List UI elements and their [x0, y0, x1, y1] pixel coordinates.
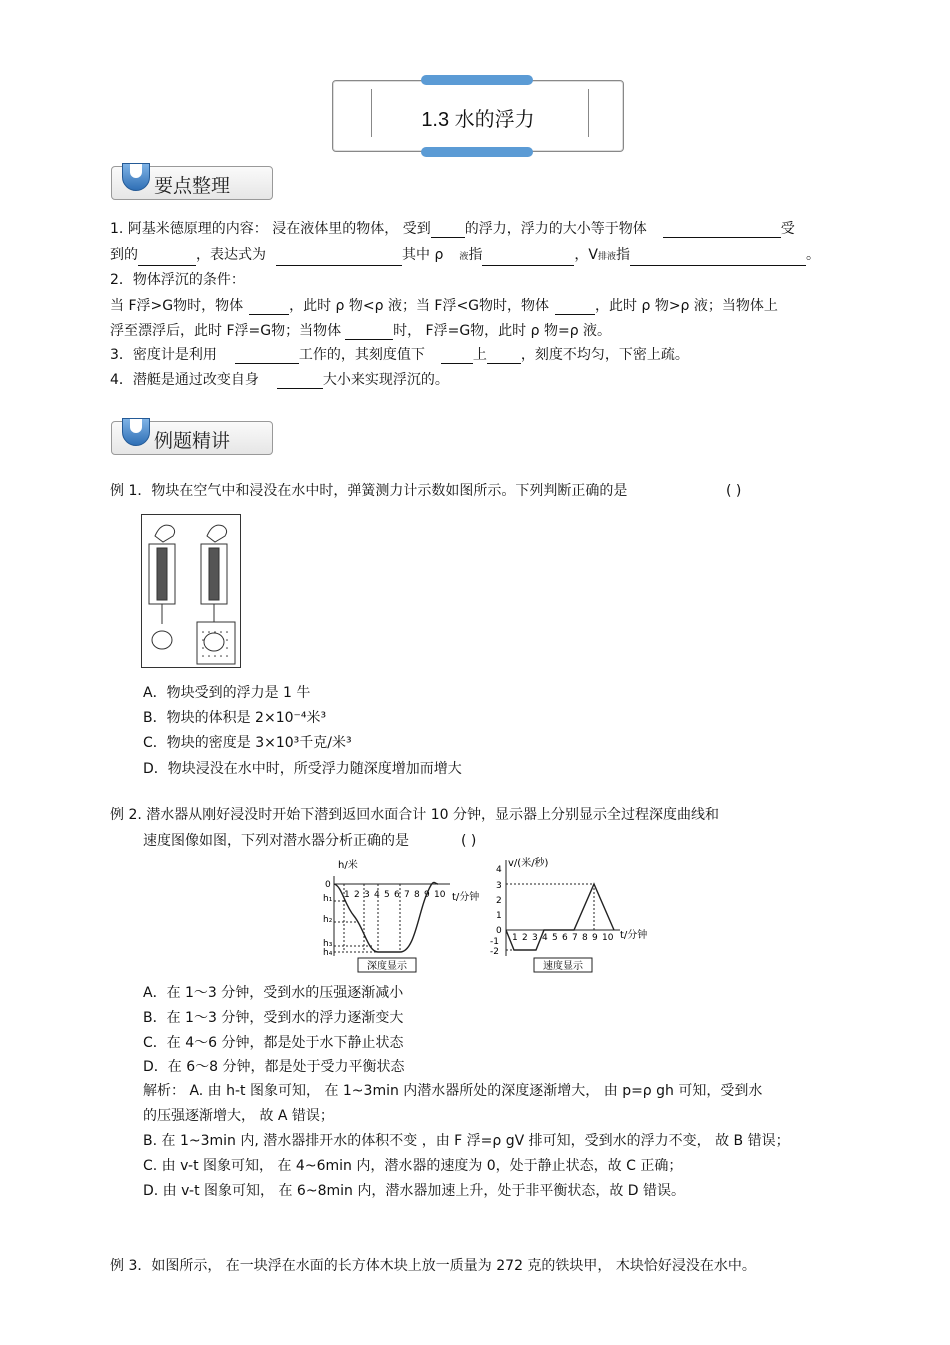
- section-header-key-points: [111, 166, 273, 200]
- text: ，此时 ρ 物>ρ 液；当物体上: [595, 298, 778, 314]
- section-title: 要点整理: [154, 175, 231, 197]
- t-tick: 2: [354, 890, 360, 900]
- h-axis-label: h/米: [338, 860, 358, 871]
- v-axis-label: v/(米/秒): [508, 858, 549, 869]
- t-tick: 9: [592, 933, 598, 943]
- text: 到的: [110, 247, 138, 263]
- t-tick: 1: [512, 933, 518, 943]
- t-axis-label: t/分钟: [452, 892, 480, 903]
- point-2-line-1: [110, 297, 778, 315]
- text: 工作的，其刻度值下: [298, 347, 425, 363]
- ex2-solution-5: D. 由 v-t 图象可知， 在 6~8min 内，潜水器加速上升，处于非平衡状态，故 D 错误。: [143, 1183, 686, 1199]
- text: 指: [468, 247, 483, 263]
- ex1-option-b: B．物块的体积是 2×10⁻⁴米³: [143, 710, 327, 726]
- t-tick: 5: [552, 933, 558, 943]
- text: 时， F浮=G物，此时 ρ 物=ρ 液。: [393, 323, 612, 339]
- t-tick: 3: [364, 890, 370, 900]
- ex2-option-c: C．在 4～6 分钟，都是处于水下静止状态: [143, 1035, 404, 1051]
- t-tick: 10: [602, 933, 614, 943]
- v-tick: 0: [496, 926, 502, 936]
- point-2-title: 2．物体浮沉的条件：: [110, 272, 245, 288]
- ex1-stem: 例 1．物块在空气中和浸没在水中时，弹簧测力计示数如图所示。下列判断正确的是: [110, 483, 628, 499]
- speed-display-label: 速度显示: [543, 961, 583, 972]
- text: 排液: [597, 252, 616, 262]
- title-tab-top: [421, 75, 533, 85]
- v-tick: -1: [490, 937, 499, 947]
- text: 3．密度计是利用: [110, 347, 217, 363]
- ex2-stem-1: 例 2. 潜水器从刚好浸没时开始下潜到返回水面合计 10 分钟，显示器上分别显示全过程深度曲线和: [110, 807, 719, 823]
- depth-display-label: 深度显示: [367, 961, 407, 972]
- h-tick: h₄: [323, 948, 333, 958]
- ex2-bracket: ( ): [461, 833, 477, 849]
- ex2-solution-2: 的压强逐渐增大， 故 A 错误；: [143, 1108, 334, 1124]
- v-tick: -2: [490, 947, 499, 957]
- t-tick: 8: [414, 890, 420, 900]
- ex2-stem-2: 速度图像如图，下列对潜水器分析正确的是: [143, 833, 409, 849]
- ex2-solution-3: B. 在 1~3min 内, 潜水器排开水的体积不变 ，由 F 浮=ρ gV 排可知，受到水的浮力不变， 故 B 错误；: [143, 1133, 790, 1149]
- text: 液: [459, 252, 469, 262]
- speed-chart: [486, 856, 658, 974]
- point-1-line-1: [110, 220, 795, 238]
- ex1-option-a: A．物块受到的浮力是 1 牛: [143, 685, 311, 701]
- h-tick: h₁: [323, 894, 333, 904]
- t-tick: 6: [394, 890, 400, 900]
- h-tick: h₃: [323, 939, 333, 949]
- title-tab-bottom: [421, 147, 533, 157]
- t-tick: 4: [374, 890, 380, 900]
- text: ，此时 ρ 物<ρ 液；当 F浮<G物时，物体: [289, 298, 550, 314]
- spring-scale-figure: [141, 514, 241, 668]
- depth-chart: [322, 856, 486, 974]
- text: ，V: [574, 247, 598, 263]
- point-1-line-2: [110, 246, 820, 266]
- text: 4．潜艇是通过改变自身: [110, 372, 259, 388]
- ex3-stem: 例 3．如图所示， 在一块浮在水面的长方体木块上放一质量为 272 克的铁块甲， 木块恰好浸没在水中。: [110, 1258, 756, 1274]
- text: 其中 ρ: [402, 247, 444, 263]
- h-tick: h₂: [323, 915, 333, 925]
- text: 当 F浮>G物时，物体: [110, 298, 244, 314]
- text: 。: [805, 247, 820, 263]
- ex2-option-a: A．在 1～3 分钟，受到水的压强逐渐减小: [143, 985, 404, 1001]
- text: 浮至漂浮后，此时 F浮=G物；当物体: [110, 323, 342, 339]
- t-tick: 7: [572, 933, 578, 943]
- point-4: [110, 371, 449, 389]
- text: ，表达式为: [196, 247, 266, 263]
- v-tick: 4: [496, 865, 502, 875]
- t-tick: 3: [532, 933, 538, 943]
- text: 1. 阿基米德原理的内容： 浸在液体里的物体， 受到: [110, 221, 431, 237]
- text: 指: [615, 247, 630, 263]
- t-tick: 1: [344, 890, 350, 900]
- page-title: 1.3 水的浮力: [421, 109, 535, 131]
- ex2-option-d: D．在 6～8 分钟，都是处于受力平衡状态: [143, 1059, 405, 1075]
- ex1-option-d: D．物块浸没在水中时，所受浮力随深度增加而增大: [143, 761, 462, 777]
- section-header-examples: [111, 421, 273, 455]
- v-tick: 2: [496, 896, 502, 906]
- t-tick: 7: [404, 890, 410, 900]
- ex2-solution-4: C. 由 v-t 图象可知， 在 4~6min 内，潜水器的速度为 0，处于静止状态，故 C 正确；: [143, 1158, 683, 1174]
- ex2-option-b: B．在 1～3 分钟，受到水的浮力逐渐变大: [143, 1010, 404, 1026]
- point-3: [110, 346, 689, 364]
- text: 上: [472, 347, 487, 363]
- text: 大小来实现浮沉的。: [322, 372, 449, 388]
- v-tick: 1: [496, 911, 502, 921]
- section-badge-icon: [122, 163, 150, 191]
- t-tick: 9: [424, 890, 430, 900]
- t-tick: 5: [384, 890, 390, 900]
- title-box: [332, 80, 624, 152]
- t-tick: 6: [562, 933, 568, 943]
- ex1-option-c: C．物块的密度是 3×10³千克/米³: [143, 735, 352, 751]
- ex1-bracket: ( ): [726, 483, 742, 499]
- t-axis-label: t/分钟: [620, 930, 648, 941]
- v-tick: 3: [496, 881, 502, 891]
- section-title: 例题精讲: [154, 430, 231, 452]
- t-tick: 10: [434, 890, 446, 900]
- section-badge-icon: [122, 418, 150, 446]
- ex2-solution-1: 解析： A. 由 h-t 图象可知， 在 1~3min 内潜水器所处的深度逐渐增大， 由 p=ρ gh 可知，受到水: [143, 1083, 763, 1099]
- t-tick: 8: [582, 933, 588, 943]
- text: 受: [780, 221, 795, 237]
- text: 的浮力，浮力的大小等于物体: [464, 221, 647, 237]
- h-tick: 0: [325, 880, 331, 890]
- t-tick: 4: [542, 933, 548, 943]
- point-2-line-2: [110, 322, 611, 340]
- text: ，刻度不均匀，下密上疏。: [520, 347, 689, 363]
- t-tick: 2: [522, 933, 528, 943]
